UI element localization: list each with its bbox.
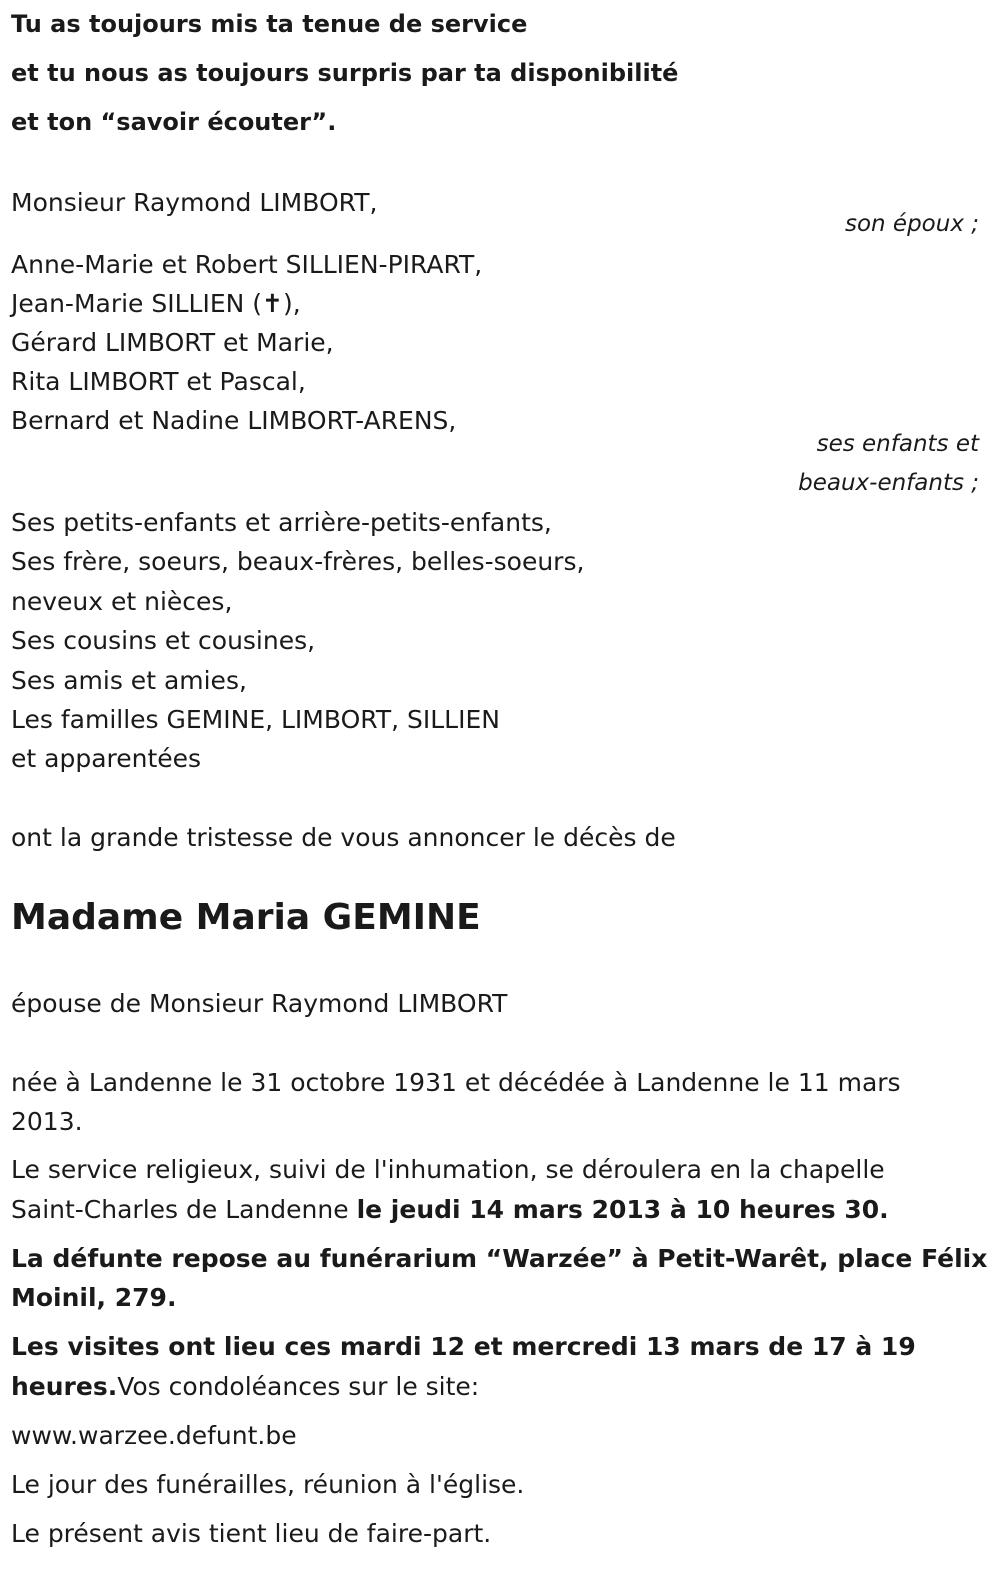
family-line: et apparentées (11, 744, 202, 773)
family-line: neveux et nièces, (11, 587, 233, 616)
family-line: Ses cousins et cousines, (11, 626, 316, 655)
child-line: Gérard LIMBORT et Marie, (11, 328, 334, 357)
service-date: le jeudi 14 mars 2013 à 10 heures 30. (356, 1195, 889, 1224)
quote-line: Tu as toujours mis ta tenue de service (11, 10, 528, 38)
quote-line: et tu nous as toujours surpris par ta disponibilité (11, 59, 679, 87)
spouse-of: épouse de Monsieur Raymond LIMBORT (11, 989, 508, 1018)
children-relation: beaux-enfants ; (798, 470, 979, 496)
children-relation: ses enfants et (816, 431, 979, 457)
family-line: Ses amis et amies, (11, 666, 247, 695)
dates-line: née à Landenne le 31 octobre 1931 et décédée à Landenne le 11 mars (11, 1068, 901, 1097)
meeting-info: Le jour des funérailles, réunion à l'église. (11, 1470, 525, 1499)
child-line: Jean-Marie SILLIEN (✝), (11, 289, 301, 318)
family-line: Ses frère, soeurs, beaux-frères, belles-soeurs, (11, 547, 585, 576)
announcement: ont la grande tristesse de vous annoncer le décès de (11, 823, 676, 852)
notice-line: Le présent avis tient lieu de faire-part. (11, 1519, 492, 1548)
child-line: Anne-Marie et Robert SILLIEN-PIRART, (11, 250, 483, 279)
funerarium-line: Moinil, 279. (11, 1283, 177, 1312)
condolences-text: Vos condoléances sur le site: (117, 1372, 480, 1401)
child-line: Rita LIMBORT et Pascal, (11, 367, 306, 396)
deceased-name: Madame Maria GEMINE (11, 897, 481, 938)
visits-hours: heures. (11, 1372, 118, 1401)
spouse-relation: son époux ; (844, 211, 979, 237)
service-line (11, 1197, 889, 1222)
visits-line: Les visites ont lieu ces mardi 12 et mercredi 13 mars de 17 à 19 (11, 1332, 916, 1361)
dates-line: 2013. (11, 1107, 83, 1136)
visits-line (11, 1374, 479, 1399)
child-line: Bernard et Nadine LIMBORT-ARENS, (11, 406, 457, 435)
quote-line: et ton “savoir écouter”. (11, 108, 337, 136)
spouse-name: Monsieur Raymond LIMBORT, (11, 188, 378, 217)
family-line: Les familles GEMINE, LIMBORT, SILLIEN (11, 705, 500, 734)
service-location: Saint-Charles de Landenne (11, 1195, 357, 1224)
funerarium-line: La défunte repose au funérarium “Warzée” à Petit-Warêt, place Félix (11, 1244, 988, 1273)
website-link[interactable]: www.warzee.defunt.be (11, 1421, 297, 1450)
service-line: Le service religieux, suivi de l'inhumation, se déroulera en la chapelle (11, 1155, 885, 1184)
family-line: Ses petits-enfants et arrière-petits-enfants, (11, 508, 552, 537)
